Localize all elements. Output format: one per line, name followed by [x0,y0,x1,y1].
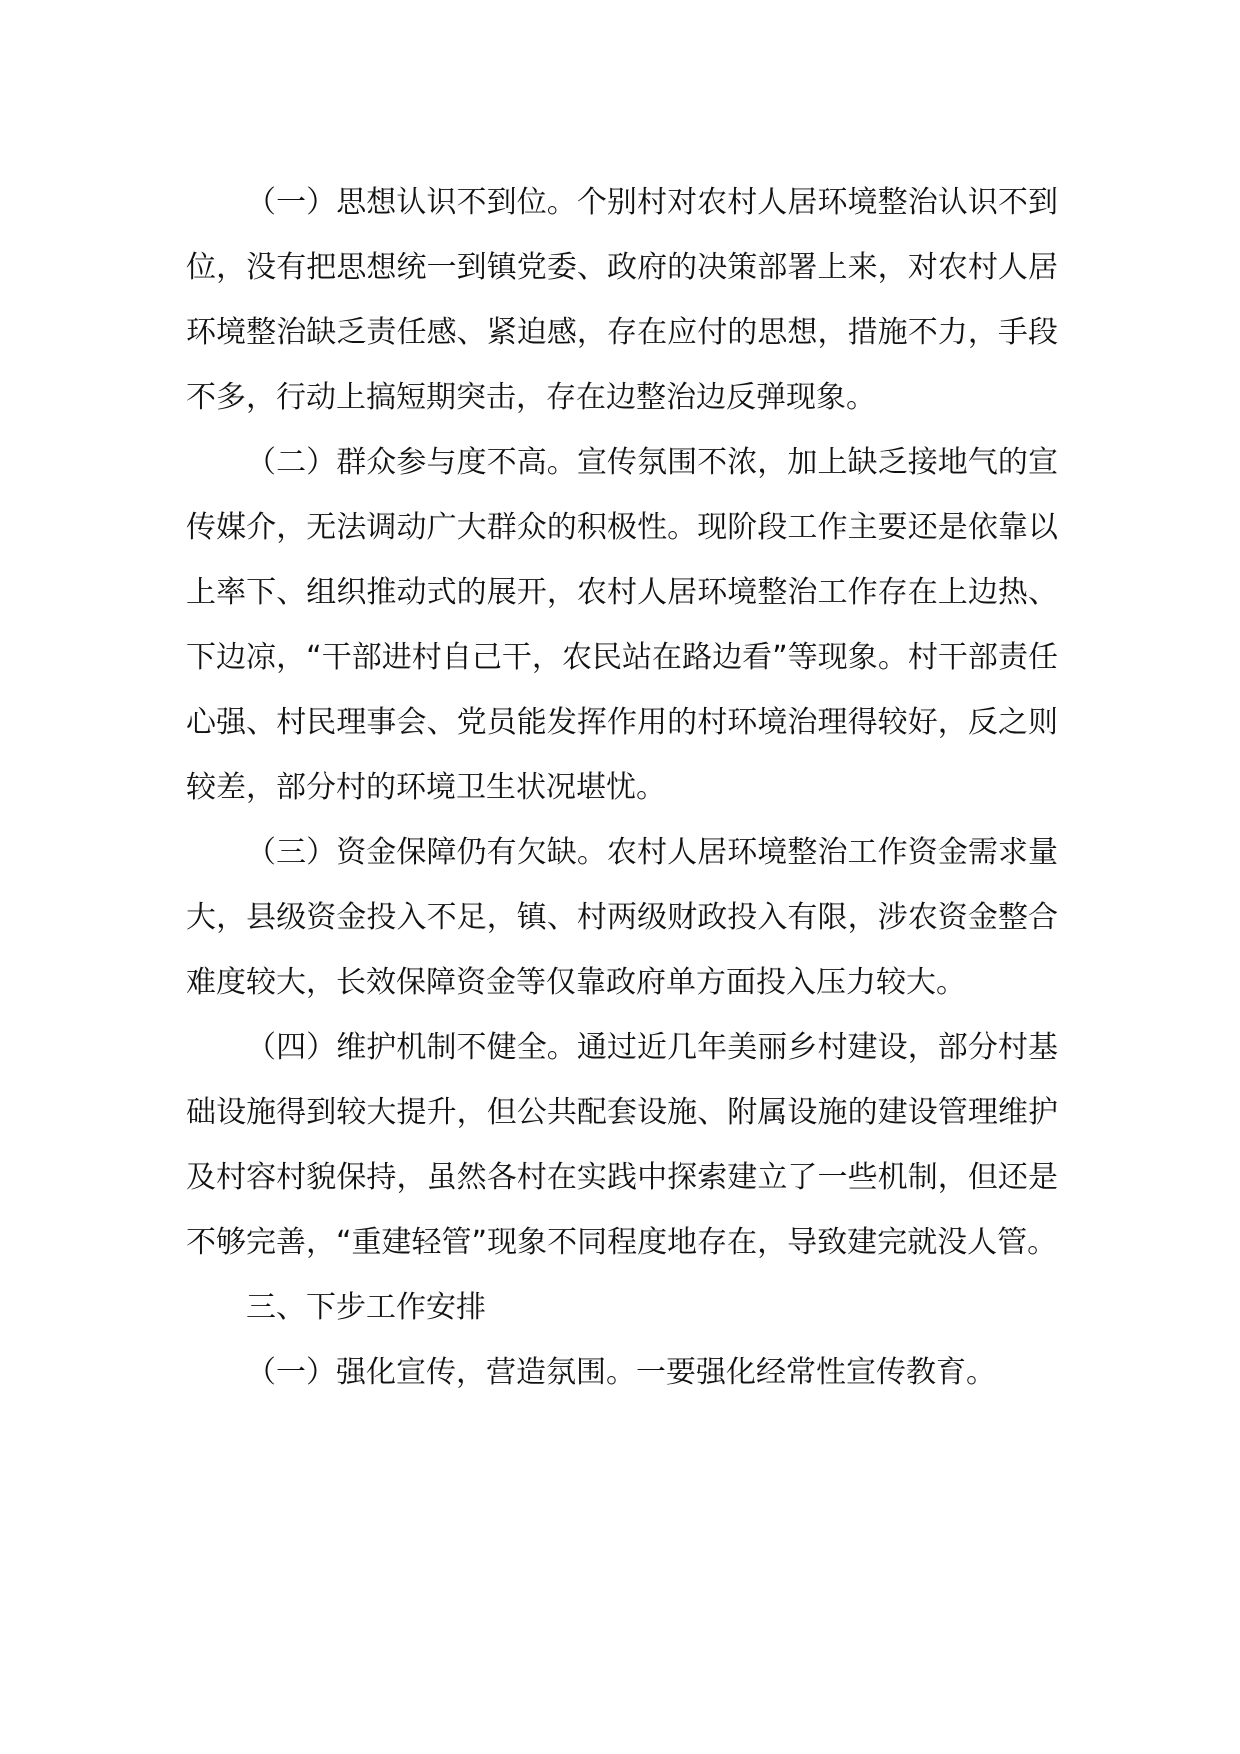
paragraph-thinking-awareness: （一）思想认识不到位。个别村对农村人居环境整治认识不到位，没有把思想统一到镇党委、政府的决策部署上来，对农村人居环境整治缺乏责任感、紧迫感，存在应付的思想，措施不力，手段不多，行动上搞短期突击，存在边整治边反弹现象。 [186,185,1058,415]
paragraph-public-participation: （二）群众参与度不高。宣传氛围不浓，加上缺乏接地气的宣传媒介，无法调动广大群众的积极性。现阶段工作主要还是依靠以上率下、组织推动式的展开，农村人居环境整治工作存在上边热、下边凉，“干部进村自己干，农民站在路边看”等现象。村干部责任心强、村民理事会、党员能发挥作用的村环境治理得较好，反之则较差，部分村的环境卫生状况堪忧。 [186,445,1058,805]
paragraph-maintenance-mechanism: （四）维护机制不健全。通过近几年美丽乡村建设，部分村基础设施得到较大提升，但公共配套设施、附属设施的建设管理维护及村容村貌保持，虽然各村在实践中探索建立了一些机制，但还是不够完善，“重建轻管”现象不同程度地存在，导致建完就没人管。 [186,1030,1058,1260]
section-heading-next-steps: 三、下步工作安排 [246,1290,486,1325]
paragraph-funding-guarantee: （三）资金保障仍有欠缺。农村人居环境整治工作资金需求量大，县级资金投入不足，镇、村两级财政投入有限，涉农资金整合难度较大，长效保障资金等仅靠政府单方面投入压力较大。 [186,835,1058,1000]
document-body [186,170,1058,1405]
paragraph-strengthen-publicity: （一）强化宣传，营造氛围。一要强化经常性宣传教育。 [246,1355,996,1390]
